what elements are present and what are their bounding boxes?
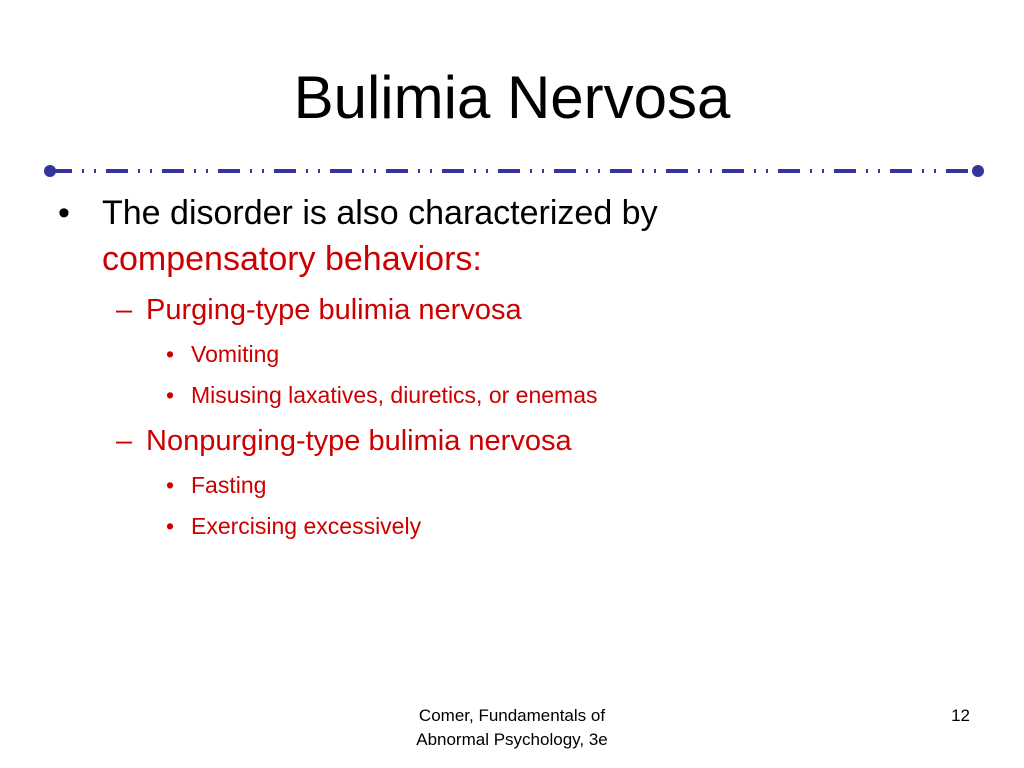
item-bullet: • [166, 382, 175, 408]
item-bullet: • [166, 513, 175, 539]
footer-source-line: Comer, Fundamentals of [418, 706, 606, 725]
slide-title: Bulimia Nervosa [293, 64, 731, 131]
footer-source [372, 704, 652, 752]
item-vomiting: Vomiting [191, 341, 280, 367]
subpoint-dash: – [116, 425, 133, 457]
subpoint-nonpurging: Nonpurging-type bulimia nervosa [146, 425, 572, 457]
footer-source-line: Abnormal Psychology, 3e [416, 730, 608, 749]
main-bullet-emphasis: compensatory behaviors: [102, 240, 482, 278]
subpoint-dash: – [116, 294, 133, 326]
item-bullet: • [166, 472, 175, 498]
page-number: 12 [951, 706, 970, 725]
item-bullet: • [166, 341, 175, 367]
subpoint-purging: Purging-type bulimia nervosa [146, 294, 522, 326]
main-bullet-marker: • [58, 194, 70, 232]
item-exercising: Exercising excessively [191, 513, 422, 539]
item-misusing-laxatives: Misusing laxatives, diuretics, or enemas [191, 382, 598, 408]
main-bullet-text: The disorder is also characterized by [102, 194, 658, 232]
main-bullet [102, 190, 962, 282]
item-fasting: Fasting [191, 472, 267, 498]
